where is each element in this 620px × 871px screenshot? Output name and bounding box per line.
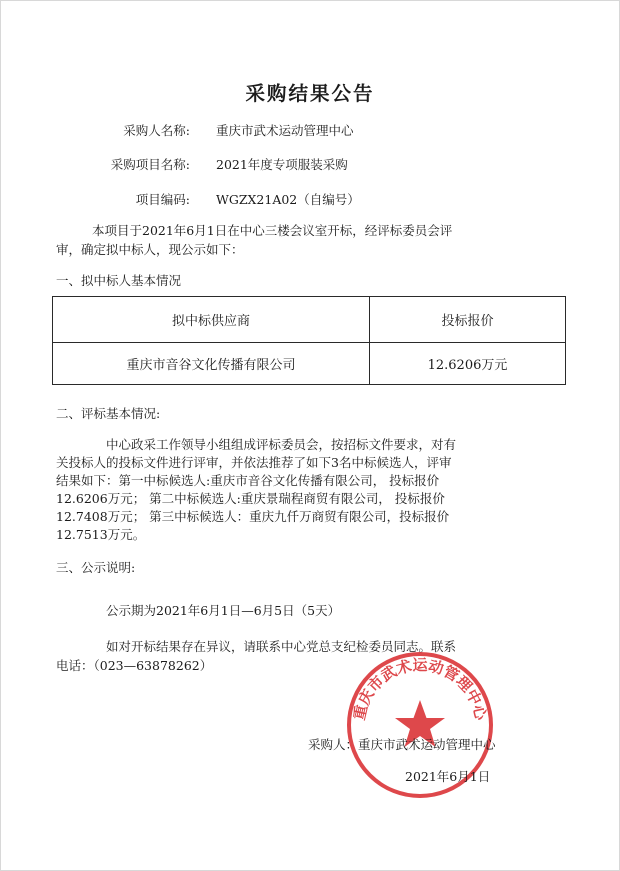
section2-heading: 二、评标基本情况: (56, 406, 161, 421)
intro-line-2: 审，确定拟中标人，现公示如下： (56, 242, 244, 257)
section2-line: 12.7408万元； 第三中标候选人：重庆九仟万商贸有限公司，投标报价 (56, 509, 450, 524)
objection-line-2: 电话：（023—63878262） (56, 658, 213, 673)
project-code-value: WGZX21A02（自编号） (216, 192, 360, 207)
publicity-period: 公示期为2021年6月1日—6月5日（5天） (106, 603, 341, 618)
section2-line: 结果如下：第一中标候选人:重庆市音谷文化传播有限公司， 投标报价 (56, 473, 440, 488)
purchaser-label: 采购人名称: (123, 123, 190, 138)
intro-line-1: 本项目于2021年6月1日在中心三楼会议室开标，经评标委员会评 (92, 223, 453, 238)
section2-line: 12.6206万元； 第二中标候选人:重庆景瑞程商贸有限公司， 投标报价 (56, 491, 445, 506)
seal-text: 重庆市武术运动管理中心 (350, 656, 490, 722)
table-header-cell: 投标报价 (370, 297, 566, 343)
table-cell-price: 12.6206万元 (370, 343, 566, 385)
project-value: 2021年度专项服装采购 (216, 157, 348, 172)
project-code-label: 项目编码: (135, 192, 190, 207)
page-title: 采购结果公告 (245, 82, 375, 105)
section3-heading: 三、公示说明: (56, 560, 136, 575)
signature-date: 2021年6月1日 (405, 769, 491, 784)
purchaser-value: 重庆市武术运动管理中心 (216, 123, 354, 138)
table-header-row (53, 297, 566, 343)
table-cell-supplier: 重庆市音谷文化传播有限公司 (53, 343, 370, 385)
table-row (53, 343, 566, 385)
result-table (52, 296, 566, 385)
objection-line-1: 如对开标结果存在异议，请联系中心党总支纪检委员同志。联系 (106, 639, 457, 654)
table-header-cell: 拟中标供应商 (53, 297, 370, 343)
project-label: 采购项目名称: (110, 157, 190, 172)
section1-heading: 一、拟中标人基本情况 (56, 273, 182, 288)
section2-line: 中心政采工作领导小组组成评标委员会，按招标文件要求，对有 (106, 437, 457, 452)
section2-line: 12.7513万元。 (56, 527, 146, 542)
signature-purchaser: 采购人：重庆市武术运动管理中心 (308, 737, 496, 752)
section2-line: 关投标人的投标文件进行评审，并依法推荐了如下3名中标候选人，评审 (56, 455, 452, 470)
